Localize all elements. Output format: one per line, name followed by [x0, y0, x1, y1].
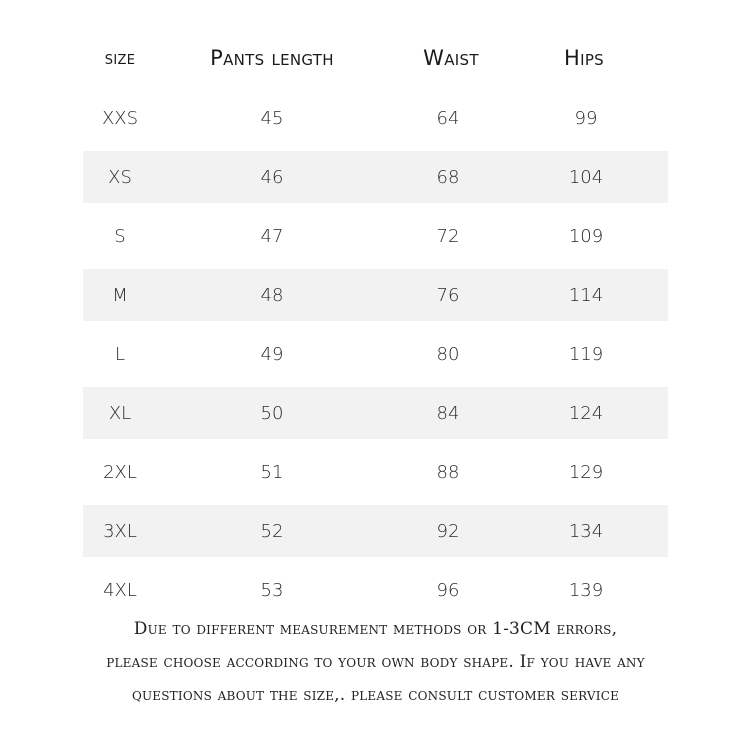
table-header — [83, 30, 668, 86]
header-hips: Hips — [564, 46, 604, 70]
sizing-note — [60, 613, 691, 712]
header-waist: Waist — [423, 46, 479, 70]
table-row — [83, 505, 668, 557]
table-row — [83, 89, 668, 148]
cell-size: L — [114, 344, 126, 365]
cell-size: 3XL — [103, 520, 137, 542]
cell-hips: 129 — [568, 462, 604, 483]
cell-waist: 88 — [436, 462, 460, 483]
table-row — [83, 151, 668, 203]
cell-waist: 92 — [436, 520, 460, 542]
cell-pants-length: 50 — [260, 402, 284, 424]
table-row — [83, 207, 668, 266]
cell-pants-length: 46 — [260, 166, 284, 188]
table-row — [83, 561, 668, 620]
cell-waist: 96 — [436, 580, 460, 601]
cell-hips: 119 — [568, 344, 604, 365]
cell-pants-length: 51 — [260, 462, 284, 483]
table-body — [83, 89, 668, 620]
note-line: please choose according to your own body shape. If you have any — [106, 652, 645, 672]
table-row — [83, 325, 668, 384]
table-row — [83, 443, 668, 502]
cell-waist: 64 — [436, 108, 460, 129]
cell-pants-length: 48 — [260, 284, 284, 306]
cell-size: XXS — [101, 108, 139, 129]
cell-hips: 114 — [568, 284, 604, 306]
cell-pants-length: 47 — [260, 226, 284, 247]
cell-hips: 139 — [568, 580, 604, 601]
cell-hips: 124 — [568, 402, 604, 424]
cell-size: XS — [108, 166, 132, 188]
table-row — [83, 269, 668, 321]
header-size: size — [104, 47, 136, 69]
cell-waist: 84 — [436, 402, 460, 424]
cell-size: 4XL — [103, 580, 137, 601]
cell-size: M — [112, 284, 128, 306]
cell-hips: 109 — [568, 226, 604, 247]
cell-waist: 72 — [436, 226, 460, 247]
cell-waist: 76 — [436, 284, 460, 306]
note-line: Due to different measurement methods or 1-3CM errors, — [133, 619, 618, 639]
cell-waist: 80 — [436, 344, 460, 365]
cell-hips: 104 — [568, 166, 604, 188]
cell-size: 2XL — [103, 462, 137, 483]
cell-waist: 68 — [436, 166, 460, 188]
cell-size: XL — [108, 402, 132, 424]
cell-pants-length: 49 — [260, 344, 284, 365]
table-row — [83, 387, 668, 439]
cell-hips: 134 — [568, 520, 604, 542]
header-pants-length: Pants length — [210, 46, 334, 70]
cell-pants-length: 52 — [260, 520, 284, 542]
cell-hips: 99 — [574, 108, 598, 129]
cell-pants-length: 53 — [260, 580, 284, 601]
note-line: questions about the size,. please consult customer service — [131, 685, 620, 705]
cell-size: S — [114, 226, 126, 247]
cell-pants-length: 45 — [260, 108, 284, 129]
